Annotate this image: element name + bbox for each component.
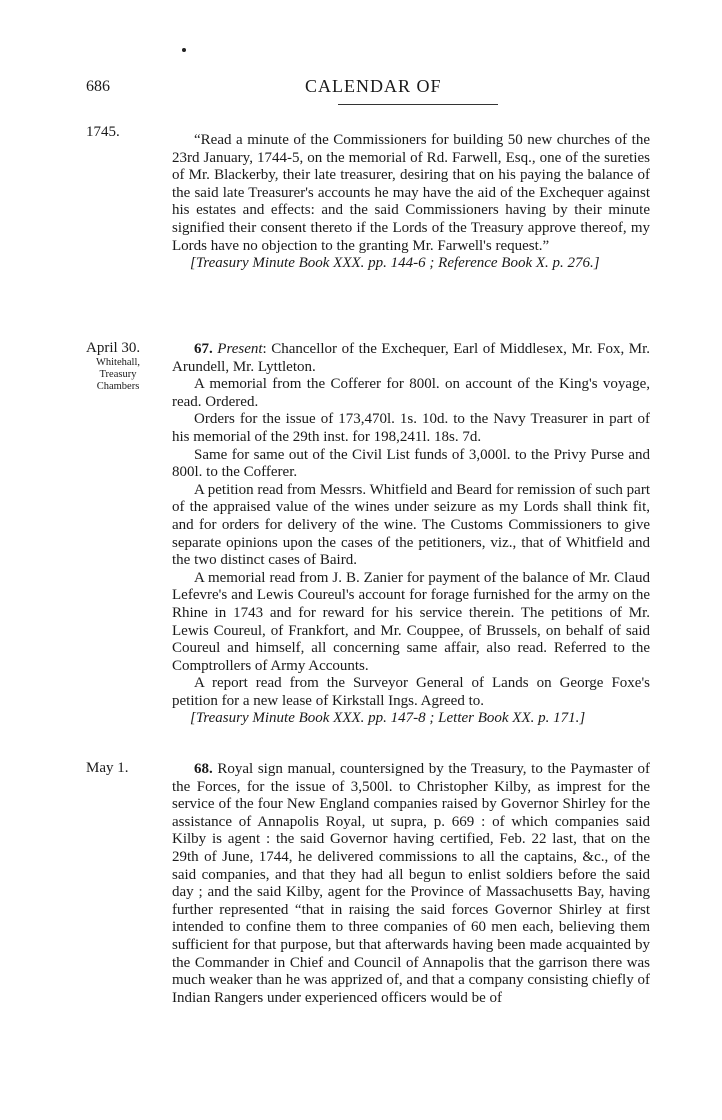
reference-note: [Treasury Minute Book XXX. pp. 147-8 ; Letter Book XX. p. 171.] [190, 710, 586, 727]
entry-number: 67. [194, 341, 213, 357]
paragraph: Orders for the issue of 173,470l. 1s. 10d. to the Navy Treasurer in part of his memorial of the 29th inst. for 198,241l. 18s. 7d. [172, 411, 650, 445]
present-text: : Chancellor of the Exchequer, Earl of Middlesex, Mr. Fox, Mr. Arundell, Mr. Lyttleton. [172, 341, 651, 375]
date-label: April 30. [86, 340, 141, 356]
date-label: May 1. [86, 760, 129, 776]
page-number: 686 [86, 78, 110, 95]
minute-quote: “Read a minute of the Commissioners for building 50 new churches of the 23rd January, 1744-5, on the memorial of Rd. Farwell, Esq., one of the sureties of Mr. Blackerby, their late treasurer, desiring that on his paying the balance of the said late Treasurer's accounts he may have the aid of the Exchequer against his estates and effects: and the said Commissioners having by their minute signified their consent thereto if the Lords of the Treasury approve thereof, my Lords have no objection to the granting Mr. Farwell's request.” [172, 132, 650, 254]
paragraph: A petition read from Messrs. Whitfield and Beard for remission of such part of the appraised value of the wines under seizure as my Lords shall think fit, and for orders for delivery of the wine. The Customs Commissioners to give separate opinions upon the cases of the petitioners, viz., that of Whitfield and the two distinct cases of Baird. [172, 481, 650, 569]
reference-note: [Treasury Minute Book XXX. pp. 144-6 ; Reference Book X. p. 276.] [190, 255, 600, 272]
entry-67 [172, 341, 650, 728]
header-rule [338, 104, 498, 105]
present-label: Present [217, 341, 263, 357]
paragraph: A memorial from the Cofferer for 800l. on account of the King's voyage, read. Ordered. [172, 376, 650, 410]
place-label-2: Treasury [99, 369, 137, 380]
entry-68 [172, 761, 650, 1007]
stray-mark [182, 48, 186, 52]
paragraph: Same for same out of the Civil List funds of 3,000l. to the Privy Purse and 800l. to the Cofferer. [172, 446, 650, 481]
entry-1745 [172, 132, 650, 273]
paragraph: A memorial read from J. B. Zanier for payment of the balance of Mr. Claud Lefevre's and Lewis Coureul's account for forage furnished for the army on the Rhine in 1743 and for reward for his service therein. The petitions of Mr. Lewis Coureul, of Frankfort, and Mr. Couppee, of Brussels, on behalf of said Coureul and himself, all concerning same affair, also read. Referred to the Comptrollers of Army Accounts. [172, 569, 650, 674]
place-label-1: Whitehall, [95, 357, 141, 368]
margin-entry-68 [86, 760, 168, 777]
present-paragraph [172, 341, 650, 376]
year-label: 1745. [86, 124, 120, 140]
entry-number: 68. [194, 761, 213, 777]
paragraph: A report read from the Surveyor General of Lands on George Foxe's petition for a new lease of Kirkstall Ings. Agreed to. [172, 675, 650, 709]
margin-entry-67 [86, 340, 168, 393]
entry-text: Royal sign manual, countersigned by the Treasury, to the Paymaster of the Forces, for the issue of 3,500l. to Christopher Kilby, as imprest for the service of the four New England companies raised by Governor Shirley for the assistance of Annapolis Royal, ut supra, p. 669 : of which companies said Kilby is agent : the said Governor having certified, Feb. 22 last, that on the 29th of June, 1744, he delivered commissions to all the captains, &c., of the said companies, and that they had all begun to enlist soldiers before the said day ; and the said Kilby, agent for the Province of Massachusetts Bay, having further represented “that in raising the said forces Governor Shirley at first intended to confine them to three companies of 60 men each, believing them sufficient for that purpose, but that afterwards having been made acquainted by the Commander in Chief and Council of Annapolis that the garrison there was much weaker than he was apprized of, and that a company consisting chiefly of Indian Rangers under experienced officers would be of [172, 761, 650, 1006]
margin-year [86, 124, 168, 141]
paragraph [172, 761, 650, 1007]
running-title: CALENDAR OF [305, 76, 442, 96]
place-label-3: Chambers [96, 381, 140, 392]
